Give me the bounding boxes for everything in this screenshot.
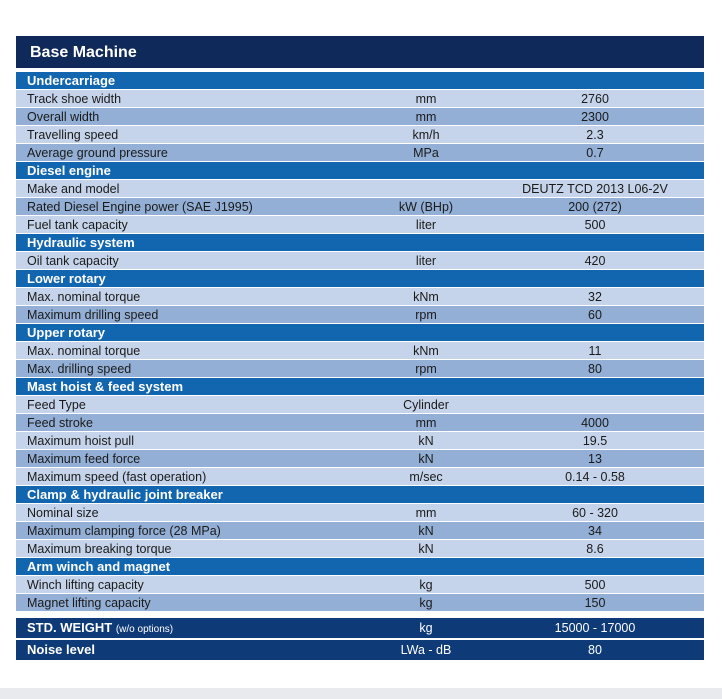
spec-label: Max. nominal torque [27, 344, 141, 358]
summary-label-text: STD. WEIGHT [27, 620, 113, 635]
spec-unit: m/sec [409, 470, 443, 484]
spec-value: 500 [584, 218, 606, 232]
spec-row [16, 504, 704, 522]
spec-unit: MPa [413, 146, 439, 160]
spec-unit: kW (BHp) [398, 200, 454, 214]
spec-row [16, 594, 704, 612]
spec-row [16, 540, 704, 558]
spec-value: 19.5 [582, 434, 608, 448]
spec-value: 4000 [581, 416, 609, 430]
spec-value: 200 (272) [568, 200, 622, 214]
spec-sheet [16, 36, 704, 662]
section-header: Lower rotary [16, 270, 704, 288]
spec-unit: kN [418, 542, 434, 556]
spec-row [16, 126, 704, 144]
spec-unit: rpm [415, 308, 437, 322]
spec-value: 2300 [581, 110, 609, 124]
spec-label: Nominal size [27, 506, 99, 520]
spec-row [16, 522, 704, 540]
spec-label: Maximum drilling speed [27, 308, 159, 322]
spec-row [16, 144, 704, 162]
section-header: Undercarriage [16, 72, 704, 90]
spec-row [16, 306, 704, 324]
spec-value: 150 [584, 596, 606, 610]
spec-value: 500 [584, 578, 606, 592]
spec-value: 32 [588, 290, 602, 304]
spec-row [16, 288, 704, 306]
spec-unit: kN [418, 452, 434, 466]
spec-unit: Cylinder [403, 398, 449, 412]
spec-table [16, 72, 704, 612]
spec-label: Oil tank capacity [27, 254, 119, 268]
spec-value: 80 [588, 362, 602, 376]
spec-label: Feed Type [27, 398, 86, 412]
spec-unit: mm [415, 506, 437, 520]
spec-label: Fuel tank capacity [27, 218, 128, 232]
spec-unit: kNm [413, 344, 439, 358]
summary-label [27, 618, 173, 640]
spec-value: 8.6 [586, 542, 604, 556]
spec-row [16, 414, 704, 432]
sheet-title: Base Machine [16, 36, 704, 68]
spec-row [16, 90, 704, 108]
section-header: Diesel engine [16, 162, 704, 180]
spec-value: 60 - 320 [572, 506, 618, 520]
spec-value: 0.14 - 0.58 [565, 470, 625, 484]
spec-label: Maximum feed force [27, 452, 141, 466]
spec-unit: kNm [413, 290, 439, 304]
spec-label: Maximum speed (fast operation) [27, 470, 207, 484]
summary-label [27, 640, 95, 660]
spec-value: 2.3 [586, 128, 604, 142]
spec-value: 34 [588, 524, 602, 538]
spec-label: Overall width [27, 110, 100, 124]
spec-row [16, 252, 704, 270]
spec-unit: liter [415, 218, 437, 232]
spec-label: Winch lifting capacity [27, 578, 144, 592]
spec-value: 60 [588, 308, 602, 322]
spec-row [16, 576, 704, 594]
section-header: Upper rotary [16, 324, 704, 342]
spec-row [16, 342, 704, 360]
spec-unit: rpm [415, 362, 437, 376]
spec-row [16, 180, 704, 198]
section-header: Clamp & hydraulic joint breaker [16, 486, 704, 504]
summary-value: 80 [588, 643, 602, 657]
spec-value: 0.7 [586, 146, 604, 160]
spec-label: Feed stroke [27, 416, 94, 430]
summary-unit: kg [419, 621, 433, 635]
spec-unit: mm [415, 92, 437, 106]
spec-unit: liter [415, 254, 437, 268]
section-header: Arm winch and magnet [16, 558, 704, 576]
spec-row [16, 216, 704, 234]
spec-row [16, 108, 704, 126]
summary-value: 15000 - 17000 [554, 621, 636, 635]
spec-label: Average ground pressure [27, 146, 168, 160]
spec-unit: mm [415, 416, 437, 430]
spec-label: Max. nominal torque [27, 290, 141, 304]
summary-row [16, 640, 704, 662]
page-footer-band [0, 688, 722, 699]
spec-label: Max. drilling speed [27, 362, 132, 376]
summary-note: (w/o options) [115, 624, 174, 635]
spec-label: Rated Diesel Engine power (SAE J1995) [27, 200, 253, 214]
section-header: Mast hoist & feed system [16, 378, 704, 396]
spec-unit: kg [419, 578, 433, 592]
spec-value: 420 [584, 254, 606, 268]
section-header: Hydraulic system [16, 234, 704, 252]
spec-label: Make and model [27, 182, 120, 196]
spec-label: Magnet lifting capacity [27, 596, 151, 610]
spec-row [16, 468, 704, 486]
spec-row [16, 396, 704, 414]
summary-label-text: Noise level [27, 642, 95, 657]
spec-label: Maximum breaking torque [27, 542, 172, 556]
spec-unit: kN [418, 434, 434, 448]
spec-value: 13 [588, 452, 602, 466]
spec-unit: kN [418, 524, 434, 538]
spec-unit: mm [415, 110, 437, 124]
summary-unit: LWa - dB [400, 643, 452, 657]
summary-row [16, 618, 704, 640]
spec-label: Track shoe width [27, 92, 122, 106]
spec-value: 2760 [581, 92, 609, 106]
spec-label: Maximum clamping force (28 MPa) [27, 524, 221, 538]
summary-table [16, 618, 704, 662]
spec-label: Travelling speed [27, 128, 119, 142]
spec-value: 11 [588, 344, 602, 358]
spec-label: Maximum hoist pull [27, 434, 134, 448]
spec-unit: kg [419, 596, 433, 610]
spec-unit: km/h [412, 128, 440, 142]
spec-row [16, 450, 704, 468]
spec-row [16, 360, 704, 378]
spec-row [16, 432, 704, 450]
spec-value: DEUTZ TCD 2013 L06-2V [522, 182, 668, 196]
spec-row [16, 198, 704, 216]
